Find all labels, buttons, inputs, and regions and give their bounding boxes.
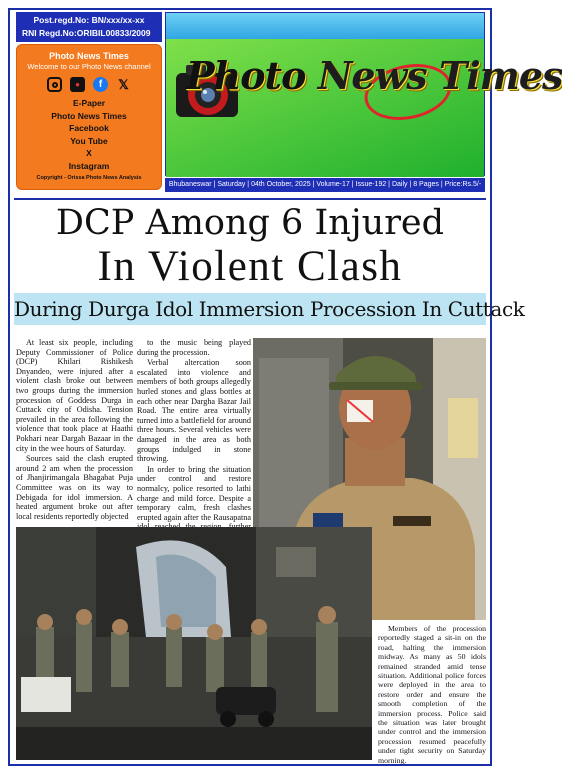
link-photo-news-times[interactable]: Photo News Times [51, 110, 127, 121]
social-icons [17, 77, 161, 93]
post-regd-number: Post.regd.No: BN/xxx/xx-xx [33, 15, 145, 25]
headline-line-2: In Violent Clash [97, 243, 403, 290]
article-paragraph: to the music being played during the procession. [137, 338, 251, 357]
social-box [16, 44, 162, 190]
link-instagram[interactable]: Instagram [68, 160, 110, 171]
subheadline: During Durga Idol Immersion Procession In Cuttack [14, 297, 525, 321]
photo-procession-clash [16, 527, 372, 760]
link-facebook[interactable]: Facebook [69, 123, 109, 133]
rni-regd-number: RNI Regd.No:ORIBIL00833/2009 [22, 28, 151, 38]
article-column-1 [16, 338, 133, 522]
article-paragraph: Members of the procession reportedly staged a sit-in on the road, halting the immersion midway. As many as 50 idols remained stranded amid tense situation. Additional police forces were deployed in the area to restore order and ensure the smooth completion of the immersion process. Police said the situation was later brought under control and the immersion procession resumed peacefully under tight security on Saturday morning. [378, 624, 486, 765]
registration-box [16, 12, 162, 42]
article-column-2 [137, 338, 251, 542]
headline-line-1: DCP Among 6 Injured [55, 203, 445, 243]
link-x[interactable]: X [86, 148, 92, 158]
social-welcome: Welcome to our Photo News channel [27, 62, 151, 71]
link-epaper[interactable]: E-Paper [72, 98, 106, 108]
link-youtube[interactable]: You Tube [70, 135, 108, 146]
article-paragraph: Sources said the clash erupted around 2 am when the procession of Jhanjirimangala Bhagabat Puja Committee was on its way to Debigada for idol immersion. A heated argument broke out after local residents reportedly objected [16, 454, 133, 521]
app-icon[interactable]: ● [70, 77, 85, 92]
facebook-icon[interactable]: f [93, 77, 108, 92]
masthead [165, 12, 562, 176]
x-icon[interactable]: 𝕏 [118, 76, 129, 92]
header-divider [14, 198, 486, 200]
masthead-word-times: Times [438, 53, 562, 98]
masthead-word-news: News [317, 53, 427, 98]
copyright-text: Copyright - Orissa Photo News Analysis [36, 175, 142, 181]
article-paragraph: In order to bring the situation under control and restore normalcy, police resorted to lathi charge and mild force. Despite a temporary calm, fresh clashes erupted again after the Rausapatna [137, 464, 251, 522]
article-column-3 [378, 624, 486, 766]
masthead-sky [166, 13, 484, 39]
edition-info-bar: Bhubaneswar | Saturday | 04th October, 2025 | Volume-17 | Issue-192 | Daily | 8 Pages | Price:Rs.5/- [165, 178, 485, 192]
article-paragraph: At least six people, including Deputy Commissioner of Police (DCP) Khilari Rishikesh Dnyandeo, were injured after a violent clash broke out between two groups during the immersion procession of Goddess Durga in Cuttack city of Odisha. Tension prevailed in the area following the violence that took place at Haathi Pokhari near Dargah Bazaar in the city in the wee hours of Saturday. [16, 338, 133, 453]
social-links [17, 97, 161, 172]
article-paragraph: Verbal altercation soon escalated into violence and members of both groups allegedly hurled stones and glass bottles at each other near Dargha Bazar Jail Road. The entire area virtually turned into a battlefield for around three hours. Several vehicles were damaged in the area as both groups indulged in stone throwing. [137, 358, 251, 464]
social-title: Photo News Times [49, 51, 129, 61]
instagram-icon[interactable] [47, 77, 62, 92]
masthead-word-photo: Photo [186, 53, 306, 98]
masthead-title [186, 53, 562, 98]
